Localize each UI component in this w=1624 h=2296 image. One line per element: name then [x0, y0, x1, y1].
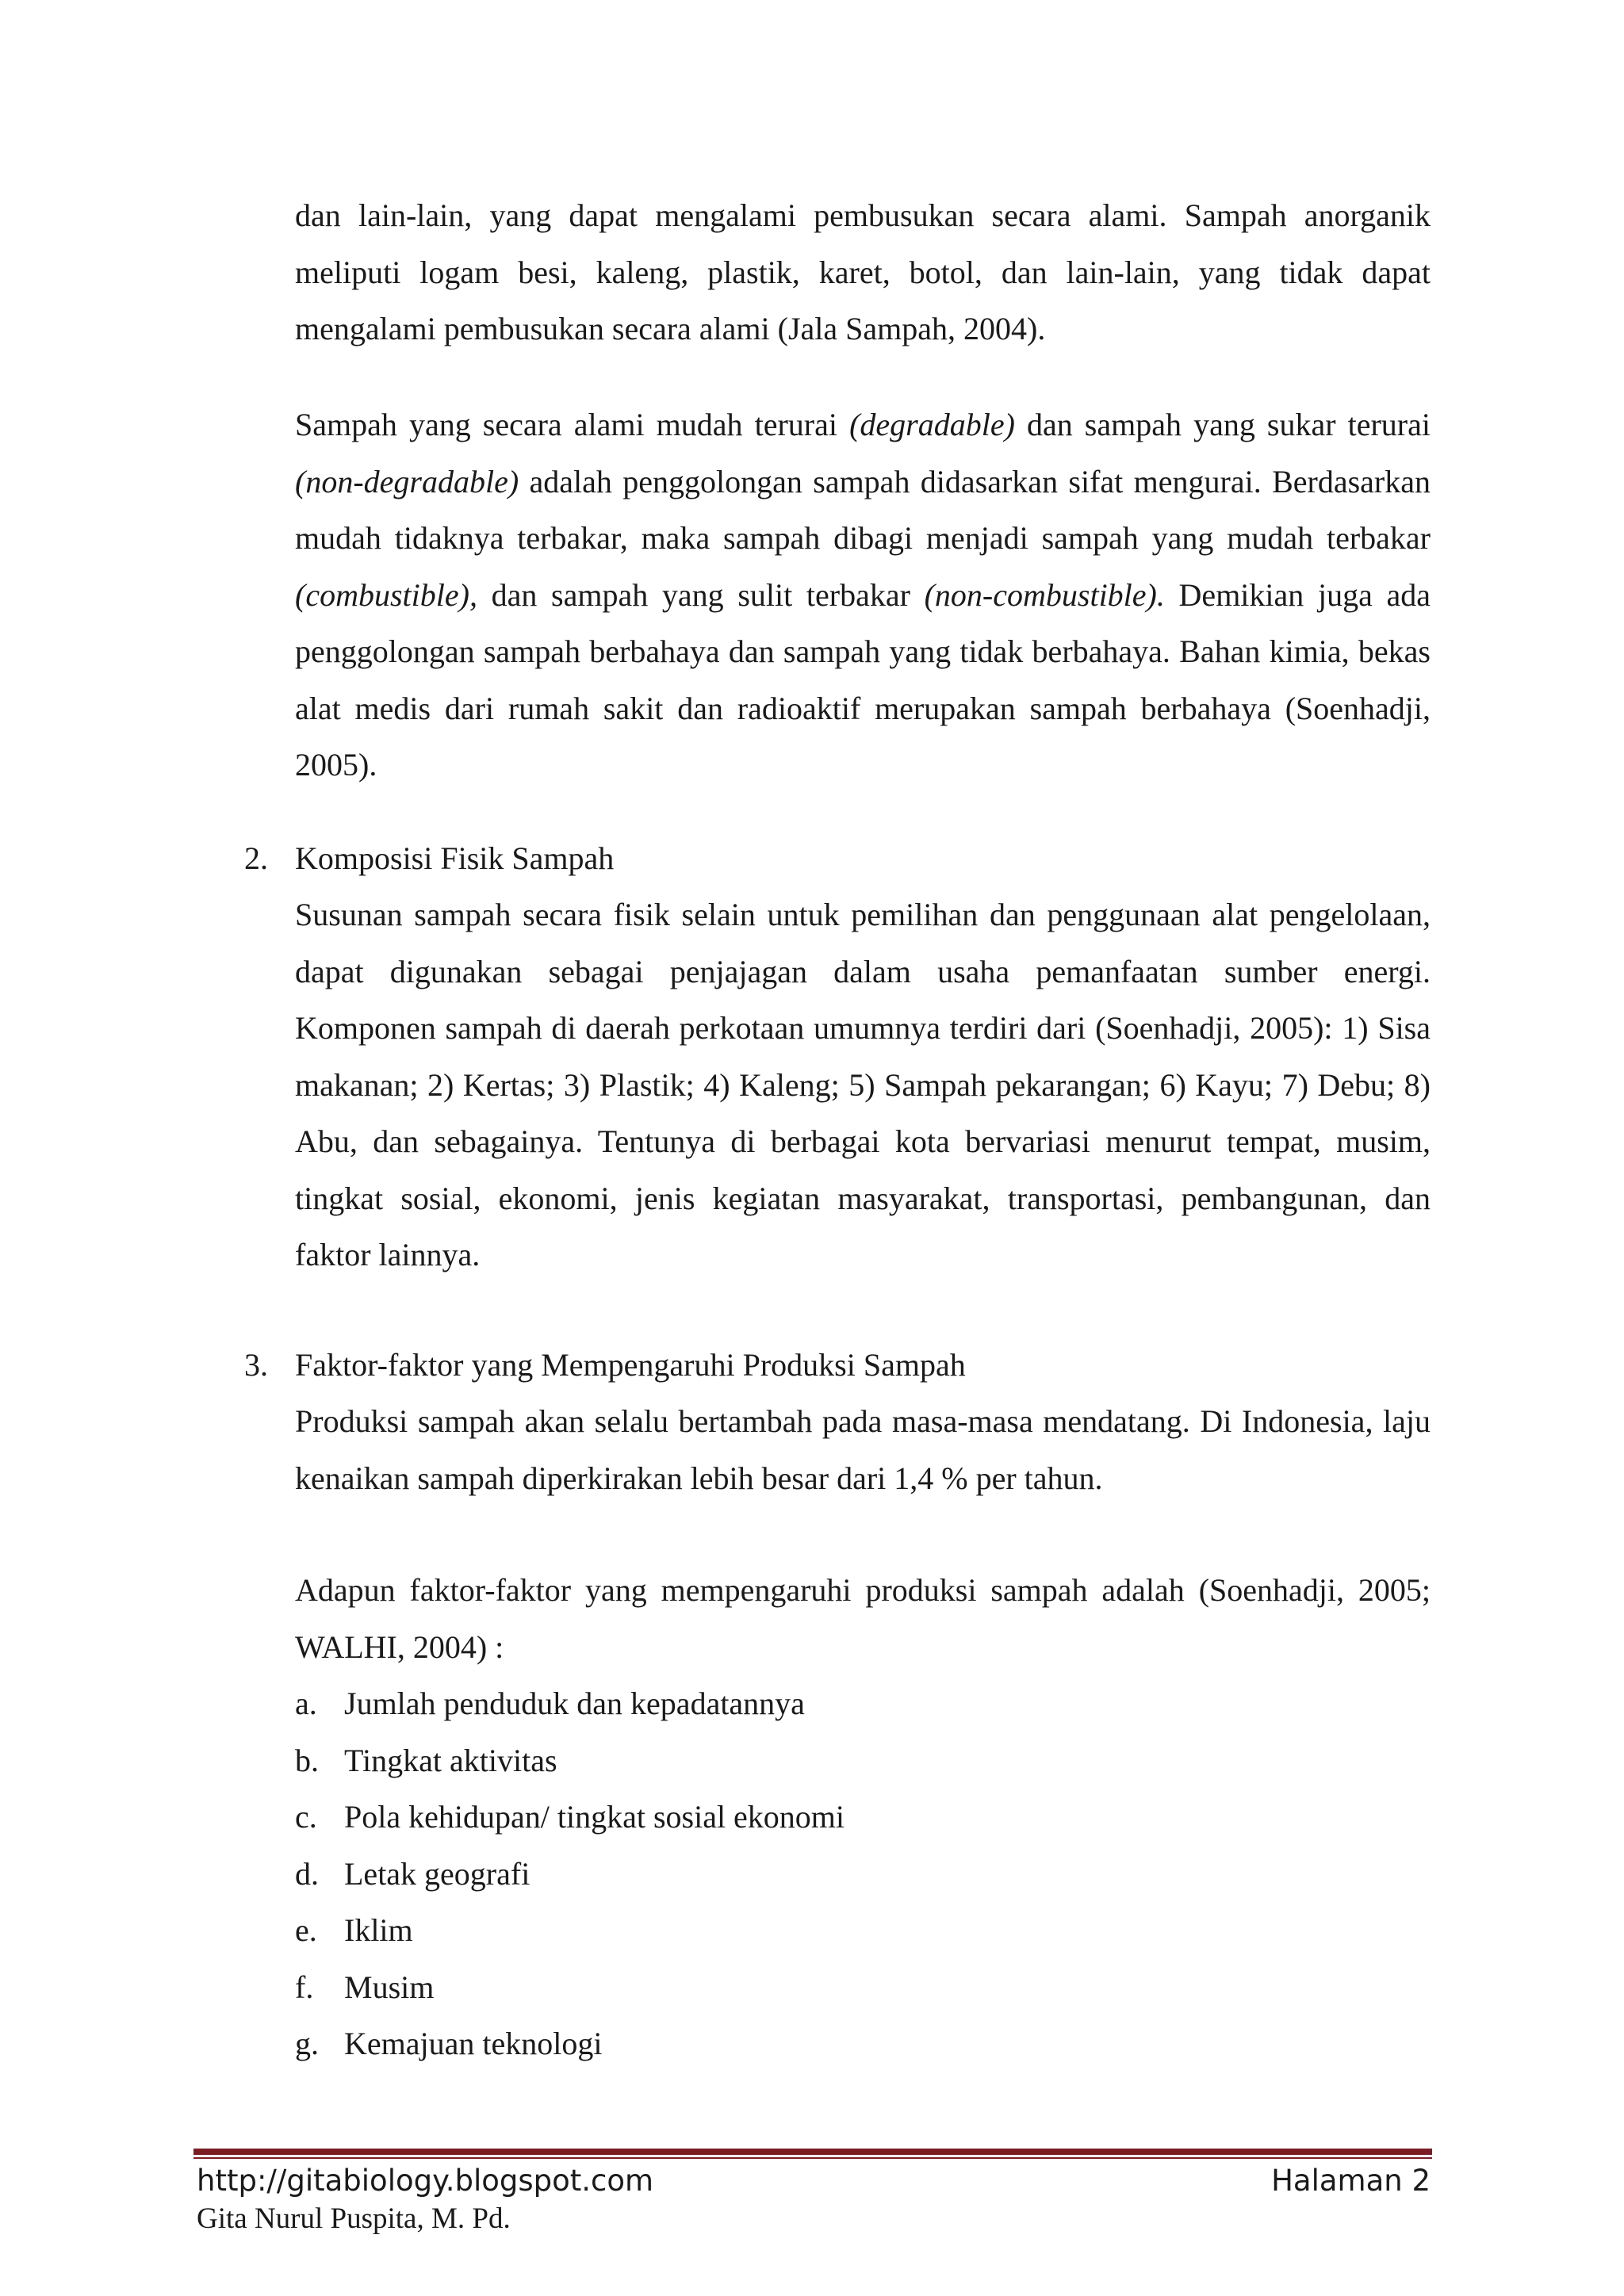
paragraph-degradable	[295, 396, 1431, 794]
list-item: c. Pola kehidupan/ tingkat sosial ekonomi	[295, 1799, 845, 1835]
para2-text-4: dan sampah yang sulit terbakar	[477, 576, 925, 613]
para2-italic-degradable: (degradable)	[849, 407, 1015, 442]
section-3-number: 3.	[244, 1347, 268, 1383]
para2-text-5: Demikian juga ada penggolongan sampah berbahaya dan sampah yang tidak berbahaya. Bahan kimia, bekas alat medis dari rumah sakit dan radioaktif merupakan sampah berbahaya (Soenhadji, 2005).	[295, 576, 1431, 783]
list-item: a. Jumlah penduduk dan kepadatannya	[295, 1686, 805, 1721]
list-item: b. Tingkat aktivitas	[295, 1742, 557, 1778]
section-3-intro: Adapun faktor-faktor yang mempengaruhi produksi sampah adalah (Soenhadji, 2005; WALHI, 2004) :	[295, 1572, 1431, 1665]
list-item: d. Letak geografi	[295, 1855, 530, 1892]
para2-italic-non-combustible: (non-combustible).	[924, 576, 1165, 613]
para2-text-3: adalah penggolongan sampah didasarkan sifat mengurai. Berdasarkan mudah tidaknya terbakar, maka sampah dibagi menjadi sampah yang mudah terbakar	[295, 463, 1431, 556]
section-2-number: 2.	[244, 840, 268, 876]
section-3-heading	[244, 1337, 966, 1394]
footer-divider	[193, 2149, 1432, 2159]
footer-author: Gita Nurul Puspita, M. Pd.	[197, 2202, 511, 2235]
section-3-body: Produksi sampah akan selalu bertambah pada masa-masa mendatang. Di Indonesia, laju kenaikan sampah diperkirakan lebih besar dari 1,4 % per tahun.	[295, 1403, 1431, 1496]
factor-list	[295, 1675, 845, 2072]
para2-text-2: dan sampah yang sukar terurai	[1014, 407, 1431, 442]
page-number: Halaman 2	[1271, 2164, 1431, 2198]
section-2-heading	[244, 830, 614, 887]
list-item: f. Musim	[295, 1969, 435, 2005]
paragraph-organic-inorganic: dan lain-lain, yang dapat mengalami pembusukan secara alami. Sampah anorganik meliputi logam besi, kaleng, plastik, karet, botol, dan lain-lain, yang tidak dapat mengalami pembusukan secara alami (Jala Sampah, 2004).	[295, 197, 1431, 346]
page-footer	[197, 2162, 1431, 2238]
para2-text-1: Sampah yang secara alami mudah terurai	[295, 407, 850, 442]
para2-italic-combustible: (combustible),	[295, 576, 477, 613]
section-2-title: Komposisi Fisik Sampah	[295, 840, 615, 876]
list-item: g. Kemajuan teknologi	[295, 2026, 603, 2061]
section-3-title: Faktor-faktor yang Mempengaruhi Produksi Sampah	[295, 1347, 966, 1383]
list-item: e. Iklim	[295, 1912, 413, 1948]
footer-url-link[interactable]: http://gitabiology.blogspot.com	[197, 2164, 654, 2198]
para2-italic-non-degradable: (non-degradable)	[295, 463, 519, 499]
section-2-body: Susunan sampah secara fisik selain untuk pemilihan dan penggunaan alat pengelolaan, dapat digunakan sebagai penjajagan dalam usaha pemanfaatan sumber energi. Komponen sampah di daerah perkotaan umumnya terdiri dari (Soenhadji, 2005): 1) Sisa makanan; 2) Kertas; 3) Plastik; 4) Kaleng; 5) Sampah pekarangan; 6) Kayu; 7) Debu; 8) Abu, dan sebagainya. Tentunya di berbagai kota bervariasi menurut tempat, musim, tingkat sosial, ekonomi, jenis kegiatan masyarakat, transportasi, pembangunan, dan faktor lainnya.	[295, 897, 1431, 1272]
